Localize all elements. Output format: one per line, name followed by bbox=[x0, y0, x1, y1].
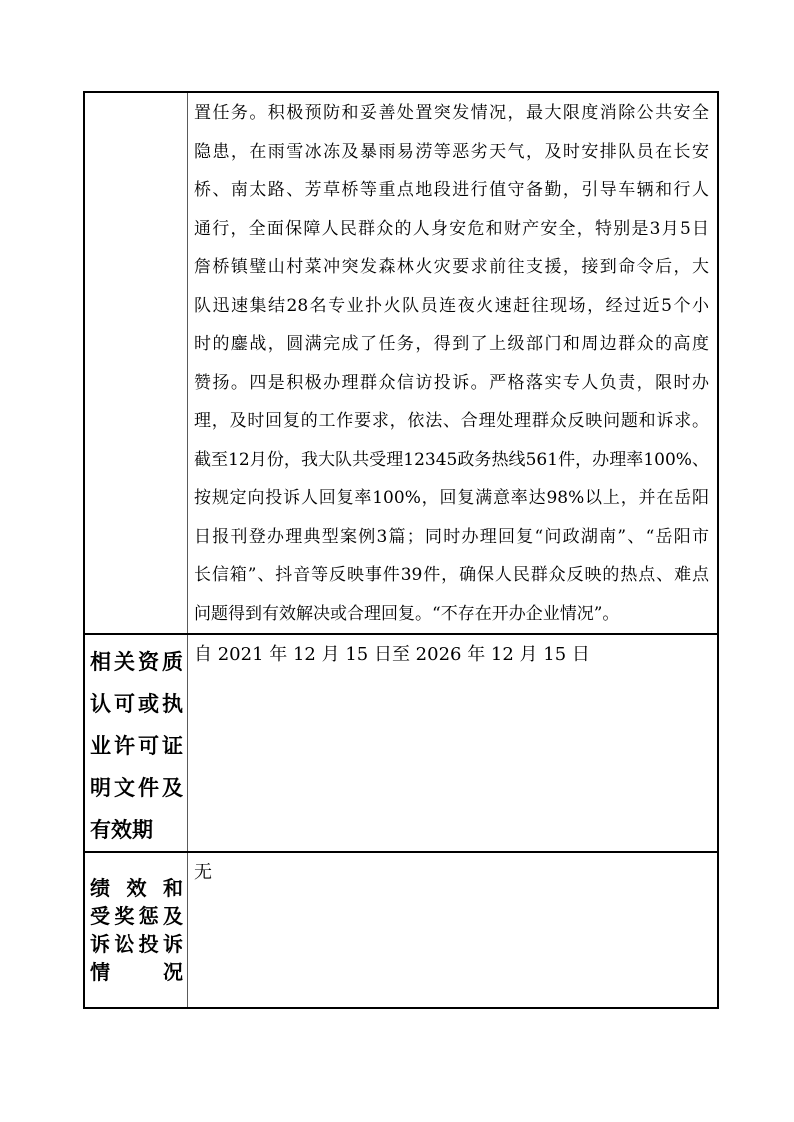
work-summary-label-cell-empty bbox=[85, 93, 188, 633]
label-line: 认可或执 bbox=[90, 691, 183, 716]
label-line: 相关资质 bbox=[90, 649, 183, 674]
label-line: 明文件及 bbox=[90, 775, 183, 800]
paragraph-line: 日报刊登办理典型案例3篇；同时办理回复“问政湖南”、“岳阳市 bbox=[194, 526, 709, 547]
paragraph-line: 问题得到有效解决或合理回复。“不存在开办企业情况”。 bbox=[194, 603, 620, 624]
label-line: 业许可证 bbox=[90, 733, 183, 758]
performance-cell bbox=[188, 853, 717, 1007]
label-line: 诉讼投诉 bbox=[90, 932, 183, 956]
table-row-qualification-validity bbox=[85, 635, 717, 853]
paragraph-line: 隐患，在雨雪冰冻及暴雨易涝等恶劣天气，及时安排队员在长安 bbox=[194, 141, 709, 162]
label-line: 受奖惩及 bbox=[90, 904, 183, 928]
label-line: 情况 bbox=[90, 960, 183, 984]
paragraph-line: 理，及时回复的工作要求，依法、合理处理群众反映问题和诉求。 bbox=[194, 411, 709, 431]
qualification-validity-cell bbox=[188, 635, 717, 851]
qualification-validity-label bbox=[85, 635, 188, 851]
label-line: 有效期 bbox=[90, 817, 153, 842]
table-row-performance bbox=[85, 853, 717, 1007]
paragraph-line: 通行，全面保障人民群众的人身安危和财产安全，特别是3月5日 bbox=[194, 218, 709, 239]
paragraph-line: 桥、南太路、芳草桥等重点地段进行值守备勤，引导车辆和行人 bbox=[194, 180, 709, 200]
work-summary-paragraph bbox=[188, 93, 717, 633]
performance-value: 无 bbox=[194, 862, 212, 883]
table-row-work-summary bbox=[85, 93, 717, 635]
info-table bbox=[83, 91, 719, 1009]
paragraph-line: 詹桥镇璧山村菜冲突发森林火灾要求前往支援，接到命令后，大 bbox=[194, 257, 709, 277]
paragraph-line: 截至12月份，我大队共受理12345政务热线561件，办理率100%、 bbox=[194, 449, 709, 470]
paragraph-line: 长信箱”、抖音等反映事件39件，确保人民群众反映的热点、难点 bbox=[194, 565, 709, 585]
paragraph-line: 置任务。积极预防和妥善处置突发情况，最大限度消除公共安全 bbox=[194, 103, 709, 123]
paragraph-line: 按规定向投诉人回复率100%，回复满意率达98%以上，并在岳阳 bbox=[194, 488, 709, 508]
paragraph-line: 赞扬。四是积极办理群众信访投诉。严格落实专人负责，限时办 bbox=[194, 372, 709, 393]
qualification-validity-value: 自 2021 年 12 月 15 日至 2026 年 12 月 15 日 bbox=[194, 644, 590, 665]
label-line: 绩效和 bbox=[90, 876, 183, 900]
paragraph-line: 队迅速集结28名专业扑火队员连夜火速赶往现场，经过近5个小 bbox=[194, 295, 709, 316]
performance-label bbox=[85, 853, 188, 1007]
paragraph-line: 时的鏖战，圆满完成了任务，得到了上级部门和周边群众的高度 bbox=[194, 334, 709, 354]
